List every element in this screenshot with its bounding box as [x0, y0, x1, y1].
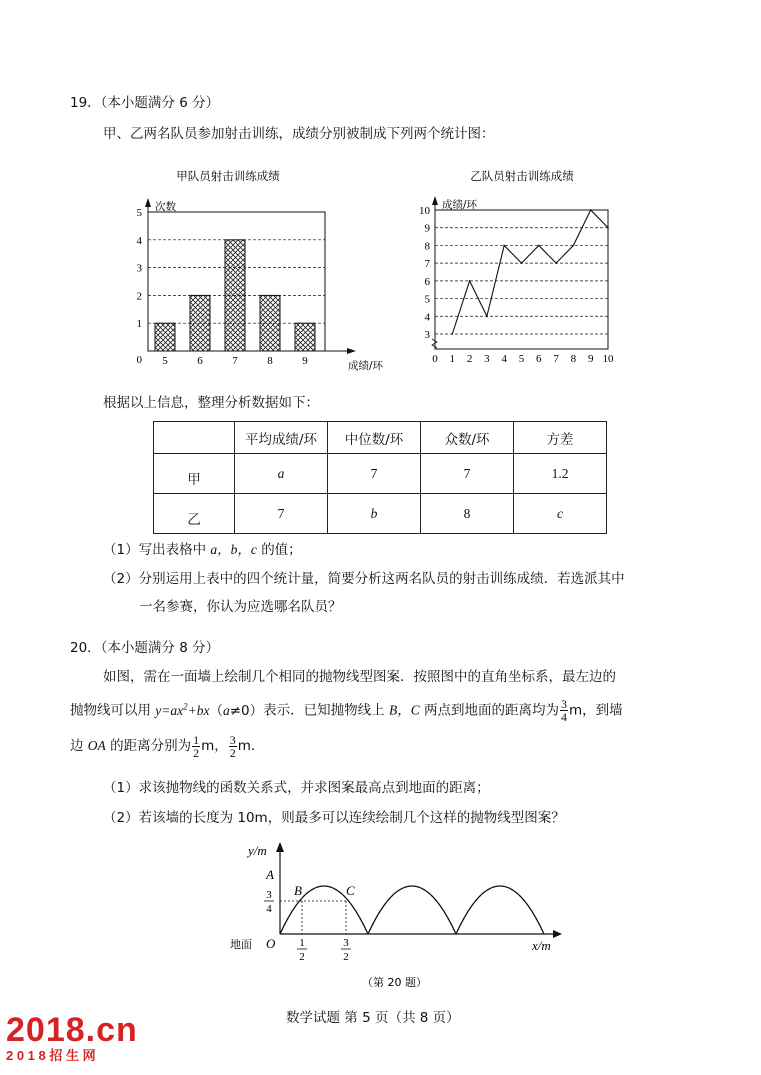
x-axis-arrow: [347, 348, 356, 354]
data-point: [469, 280, 471, 282]
y-axis-arrow: [145, 198, 151, 207]
y-tick-label: 4: [136, 234, 142, 247]
q20-line3: [70, 729, 264, 763]
bar-chart-title: 甲队员射击训练成绩: [176, 169, 280, 183]
table-header-row: [154, 422, 607, 454]
segment-OA: OA: [87, 738, 106, 753]
table-header-cell: [154, 422, 235, 454]
x-tick-label: 4: [501, 353, 507, 365]
table-cell: c: [514, 494, 607, 534]
y-tick-label: 10: [419, 205, 430, 217]
axis-break: [432, 339, 437, 348]
q20-line2-a: 抛物线可以用: [70, 702, 151, 719]
y-axis-arrow: [432, 196, 438, 205]
bar-9: [295, 323, 315, 351]
line-chart-frame: [435, 210, 608, 349]
bar-8: [260, 295, 280, 351]
point-A-label: A: [266, 867, 274, 882]
data-point: [590, 209, 592, 211]
y-tick-label: 3: [424, 329, 430, 341]
page-footer: 数学试题 第 5 页（共 8 页）: [286, 1010, 460, 1026]
data-point: [555, 262, 557, 264]
x-tick-label: 3: [484, 353, 490, 365]
formula-condition: （a≠0）: [209, 702, 264, 719]
bar-chart-xlabel: 成绩/环: [348, 360, 384, 372]
origin-label: 0: [136, 354, 142, 366]
y-tick-label: 8: [424, 240, 430, 253]
line-chart-title: 乙队员射击训练成绩: [470, 169, 574, 183]
stats-table: [153, 421, 607, 534]
watermark-sub: 2 0 1 8 招 生 网: [6, 1048, 96, 1063]
x-tick-label: 9: [587, 353, 594, 365]
q19-header: 19．（本小题满分 6 分）: [70, 95, 220, 111]
frac-x1-den: 2: [299, 951, 305, 963]
frac-y-den: 4: [266, 903, 272, 915]
q19-sub1: [103, 538, 302, 558]
sub1-suffix: 的值；: [261, 542, 302, 558]
table-cell: 7: [328, 454, 421, 494]
x-tick-label: 7: [232, 355, 238, 367]
q20-sub1: （1）求该抛物线的函数关系式，并求图案最高点到地面的距离；: [103, 780, 490, 796]
frac-y-num: 3: [266, 889, 272, 901]
line-chart: [410, 160, 645, 375]
figure-caption: （第 20 题）: [362, 976, 427, 989]
score-line: [452, 210, 608, 334]
x-tick-label: 6: [536, 353, 542, 365]
q20-header: 20．（本小题满分 8 分）: [70, 640, 220, 656]
q20-line2: [70, 689, 623, 728]
table-cell: b: [328, 494, 421, 534]
frac-x2-num: 3: [343, 937, 349, 949]
x-tick-label: 9: [302, 355, 308, 367]
data-point: [521, 262, 523, 264]
frac-x1-num: 1: [299, 937, 305, 949]
data-point: [452, 333, 454, 335]
q19-sub2-line1: （2）分别运用上表中的四个统计量，简要分析这两名队员的射击训练成绩．若选派其中: [103, 571, 625, 587]
parabola-formula: $y=ax^2+bx$: [155, 701, 210, 718]
fraction-3-2: $\frac{3}{2}$: [229, 732, 236, 760]
bar-chart-ylabel: 次数: [155, 201, 176, 213]
watermark-logo: [6, 1012, 138, 1064]
y-tick-label: 1: [136, 318, 142, 331]
table-row: [154, 454, 607, 494]
y-tick-label: 2: [136, 290, 142, 303]
q19-sub2-line2: 一名参赛，你认为应选哪名队员？: [139, 599, 342, 615]
data-point: [538, 245, 540, 247]
y-tick-label: 5: [424, 293, 430, 306]
fraction-1-2: $\frac{1}{2}$: [193, 732, 200, 760]
y-tick-label: 3: [136, 262, 142, 275]
point-C-label: C: [346, 883, 355, 898]
x-tick-label: 5: [162, 355, 168, 367]
q20-line3-d: m．: [237, 738, 265, 754]
table-cell: 7: [235, 494, 328, 534]
table-header-cell: 众数/环: [421, 422, 514, 454]
y-tick-label: 6: [424, 275, 430, 288]
q19-intro: 甲、乙两名队员参加射击训练，成绩分别被制成下列两个统计图：: [103, 126, 495, 142]
x-axis-label: x/m: [532, 938, 551, 953]
data-point: [486, 315, 488, 317]
q20-line3-b: 的距离分别为: [110, 738, 192, 754]
data-point: [503, 245, 505, 247]
y-tick-label: 5: [136, 207, 142, 219]
q20-line2-c: 两点到地面的距离均为: [424, 702, 560, 719]
x-tick-label: 1: [449, 353, 456, 365]
row-name: 乙: [154, 494, 235, 534]
q19-analysis-intro: 根据以上信息，整理分析数据如下：: [103, 395, 319, 411]
x-tick-label: 2: [466, 353, 473, 365]
table-cell: 8: [421, 494, 514, 534]
y-axis-label: y/m: [248, 843, 267, 858]
table-row: [154, 494, 607, 534]
point-BC: B，C: [388, 702, 420, 718]
sub1-vars: a，b，c: [210, 542, 257, 557]
q20-sub2: （2）若该墙的长度为 10m，则最多可以连续绘制几个这样的抛物线型图案？: [103, 810, 565, 826]
y-tick-label: 9: [424, 222, 430, 235]
point-B-label: B: [294, 883, 302, 898]
q20-line3-c: m，: [201, 738, 228, 754]
q20-line3-a: 边: [70, 738, 84, 754]
x-tick-label: 7: [553, 353, 559, 365]
q20-line2-b: 表示．已知抛物线上: [263, 702, 385, 719]
bar-chart: [128, 160, 384, 375]
bar-7: [225, 240, 245, 351]
x-tick-label: 0: [432, 353, 438, 365]
watermark-main: 2018.cn: [6, 1011, 138, 1049]
x-tick-label: 6: [197, 355, 203, 367]
x-tick-label: 5: [518, 353, 525, 365]
y-tick-label: 7: [424, 258, 430, 271]
data-point: [607, 227, 609, 229]
q20-line2-d: m，到墙: [569, 702, 623, 719]
frac-x2-den: 2: [343, 951, 349, 963]
table-header-cell: 平均成绩/环: [235, 422, 328, 454]
table-header-cell: 方差: [514, 422, 607, 454]
table-cell: a: [235, 454, 328, 494]
data-point: [573, 245, 575, 247]
x-tick-label: 10: [602, 353, 614, 365]
q20-line1: 如图，需在一面墙上绘制几个相同的抛物线型图案．按照图中的直角坐标系，最左边的: [103, 669, 616, 685]
sub1-prefix: （1）写出表格中: [103, 542, 207, 558]
ground-label: 地面: [230, 938, 252, 951]
x-tick-label: 8: [570, 353, 577, 365]
table-header-cell: 中位数/环: [328, 422, 421, 454]
bar-5: [155, 323, 175, 351]
origin-label: O: [266, 936, 276, 951]
x-tick-label: 8: [267, 355, 273, 367]
parabola-figure: [228, 838, 568, 988]
row-name: 甲: [154, 454, 235, 494]
y-tick-label: 4: [424, 311, 430, 324]
table-cell: 7: [421, 454, 514, 494]
line-chart-ylabel: 成绩/环: [442, 199, 478, 211]
table-cell: 1.2: [514, 454, 607, 494]
bar-6: [190, 295, 210, 351]
fraction-3-4: $\frac{3}{4}$: [561, 697, 568, 724]
